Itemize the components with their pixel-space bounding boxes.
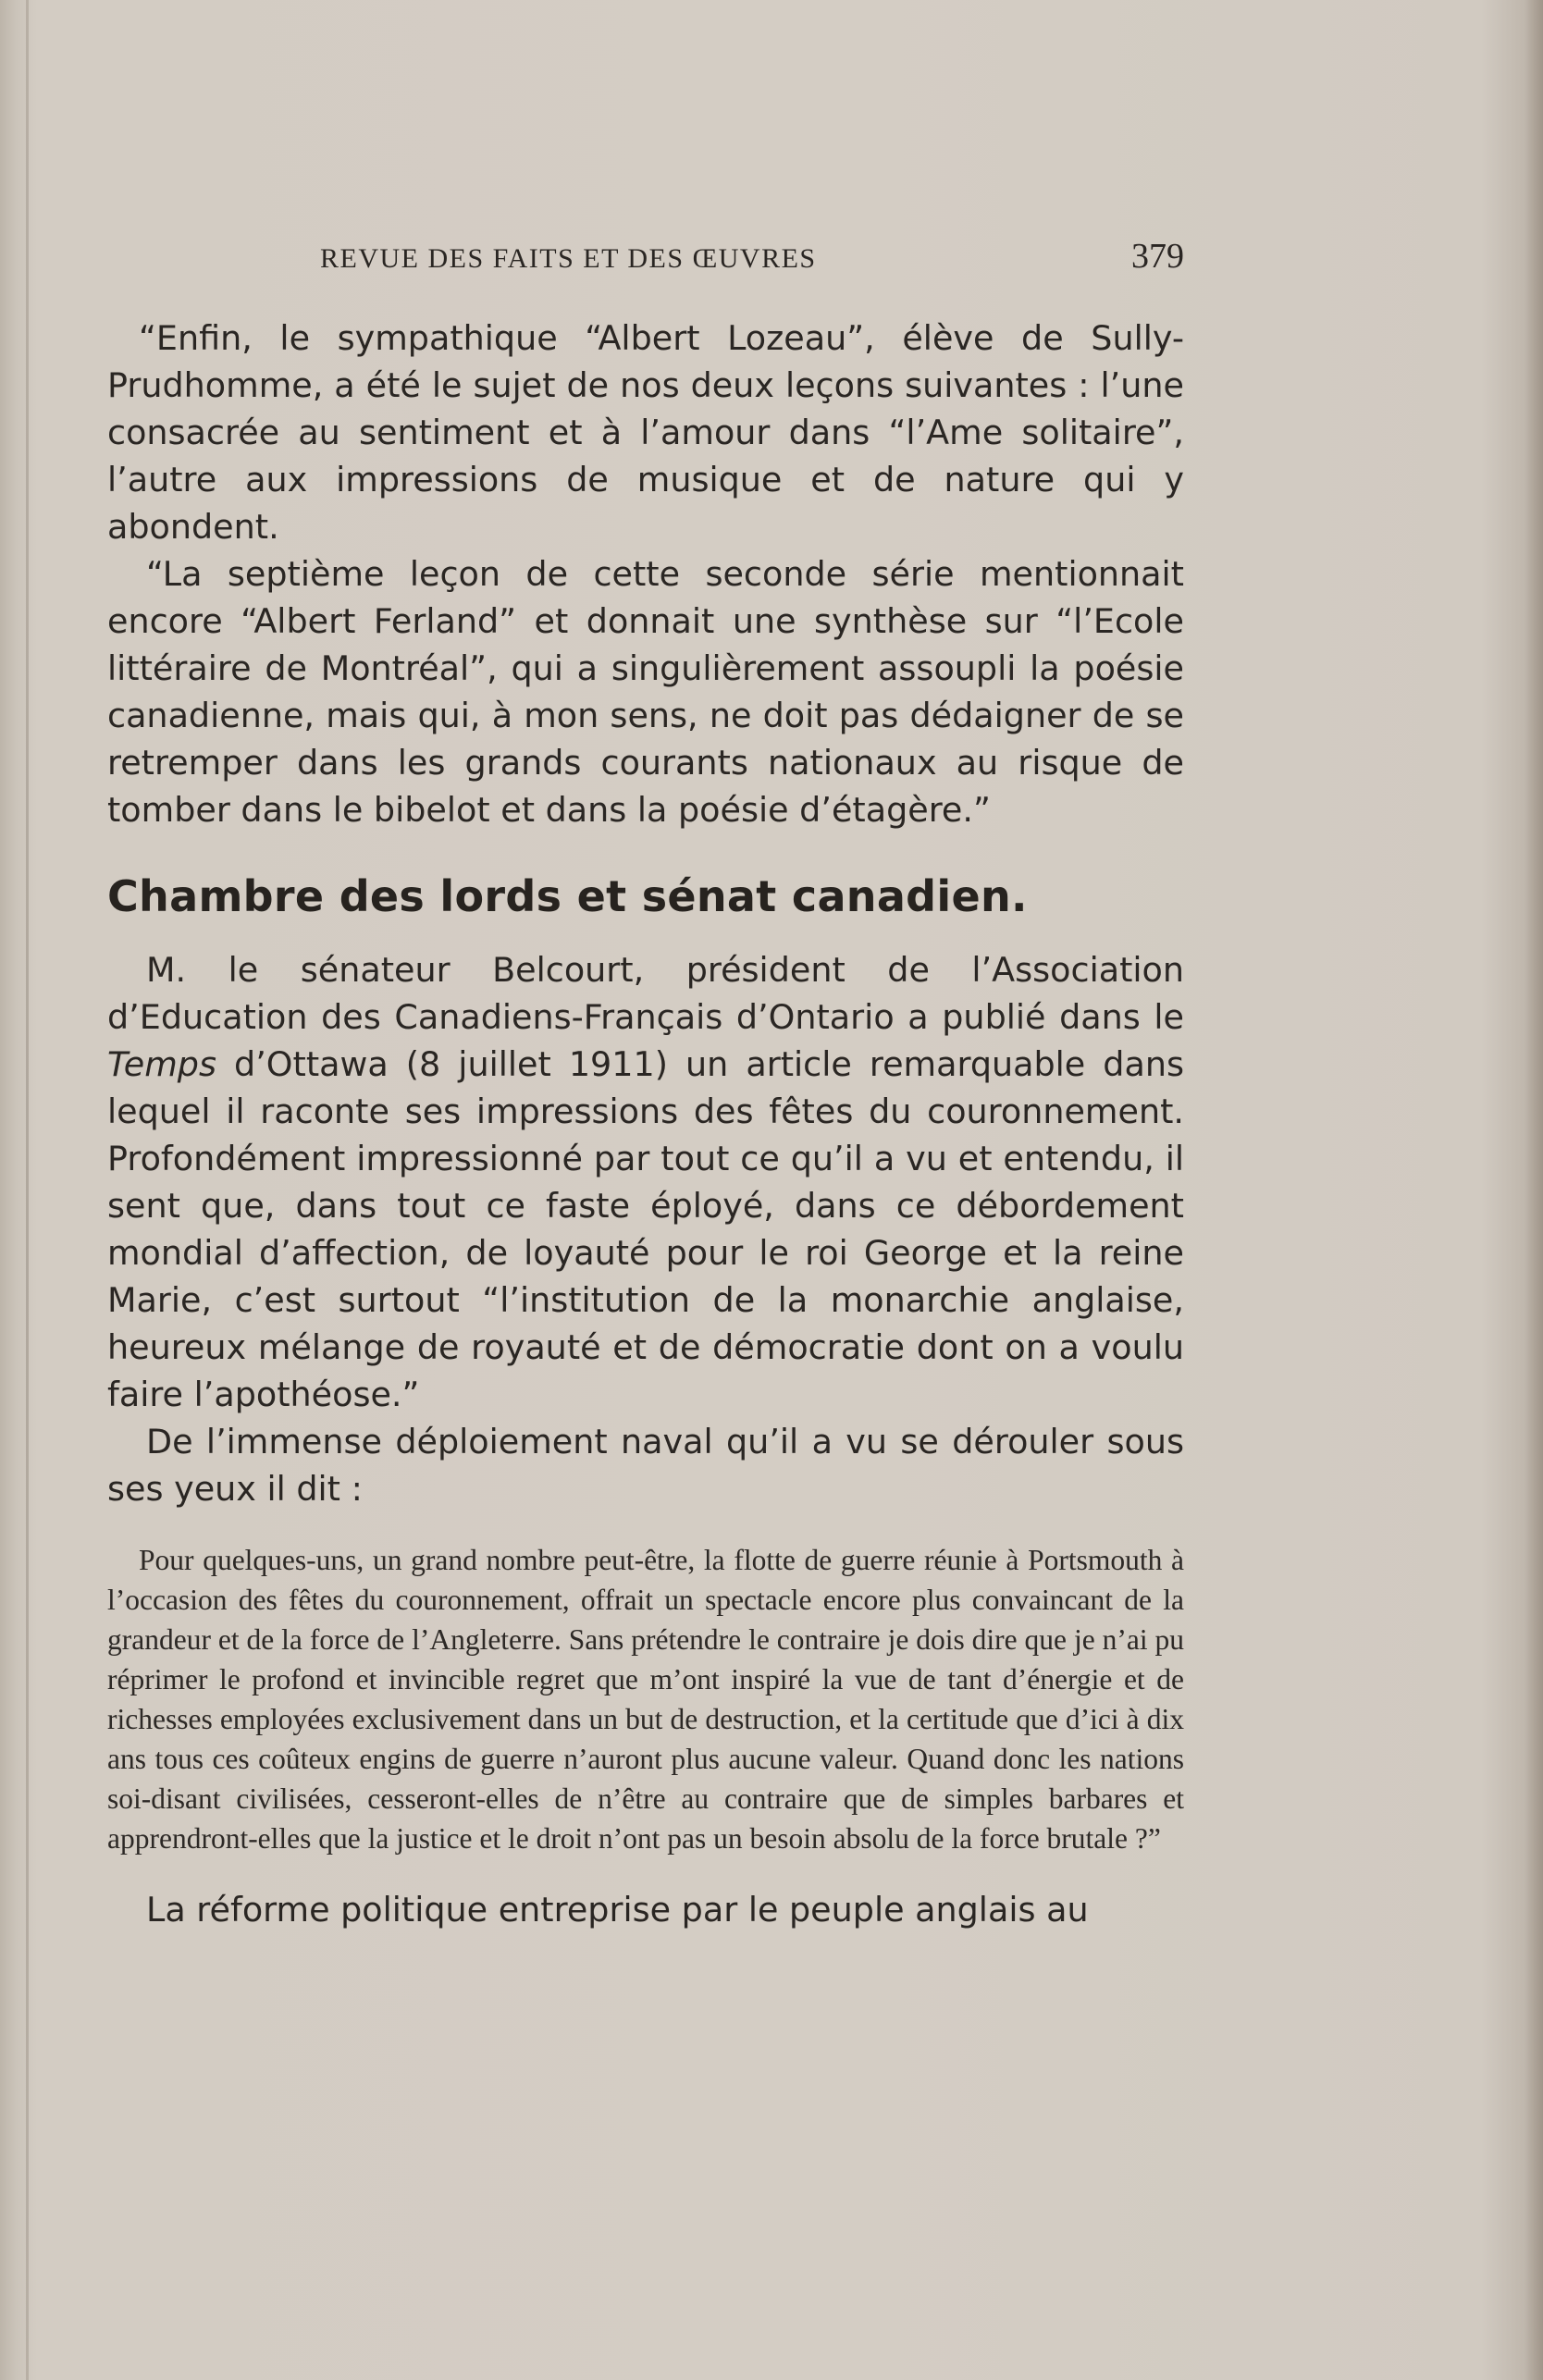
newspaper-title: Temps <box>107 1044 216 1084</box>
page-edge-shadow <box>1524 0 1543 2380</box>
page-number: 379 <box>1131 237 1184 276</box>
running-head: REVUE DES FAITS ET DES ŒUVRES <box>320 243 817 274</box>
paragraph-reforme: La réforme politique entreprise par le peuple anglais au <box>146 1890 1089 1930</box>
paragraph-belcourt-text-start: M. le sénateur Belcourt, président de l’Association d’Education des Canadiens-Français d’Ontario a publié dans le <box>107 950 1184 1037</box>
paragraph-belcourt-text-end: d’Ottawa (8 juillet 1911) un article remarquable dans lequel il raconte ses impressions des fêtes du couronnement. Profondément impressionné par tout ce qu’il a vu et entendu, il sent que, dans tout ce faste éployé, dans ce débordement mondial d’affection, de loyauté pour le roi George et la reine Marie, c’est surtout “l’institution de la monarchie anglaise, heureux mélange de royauté et de démocratie dont on a voulu faire l’apothéose.” <box>107 1044 1184 1414</box>
page-gutter <box>26 0 29 2380</box>
paragraph-belcourt <box>107 946 1184 1418</box>
paragraph-naval: De l’immense déploiement naval qu’il a vu se dérouler sous ses yeux il dit : <box>107 1422 1184 1509</box>
page-body <box>107 314 1184 1933</box>
block-quote: Pour quelques-uns, un grand nombre peut-être, la flotte de guerre réunie à Portsmouth à l’occasion des fêtes du couronnement, offrait un spectacle encore plus convaincant de la grandeur et de la force de l’Angleterre. Sans prétendre le contraire je dois dire que je n’ai pu réprimer le profond et invincible regret que m’ont inspiré la vue de tant d’énergie et de richesses employées exclusivement dans un but de destruction, et la certitude que d’ici à dix ans tous ces coûteux engins de guerre n’auront plus aucune valeur. Quand donc les nations soi-disant civilisées, cesseront-elles de n’être au contraire que de simples barbares et apprendront-elles que la justice et le droit n’ont pas un besoin absolu de la force brutale ?” <box>107 1544 1184 1855</box>
page-header <box>107 236 1184 282</box>
paragraph-lozeau: “Enfin, le sympathique “Albert Lozeau”, élève de Sully-Prudhomme, a été le sujet de nos deux leçons suivantes : l’une consacrée au sentiment et à l’amour dans “l’Ame solitaire”, l’autre aux impressions de musique et de nature qui y abondent. <box>107 318 1184 547</box>
paragraph-ferland: “La septième leçon de cette seconde série mentionnait encore “Albert Ferland” et donnait une synthèse sur “l’Ecole littéraire de Montréal”, qui a singulièrement assoupli la poésie canadienne, mais qui, à mon sens, ne doit pas dédaigner de se retremper dans les grands courants nationaux au risque de tomber dans le bibelot et dans la poésie d’étagère.” <box>107 554 1184 830</box>
section-heading: Chambre des lords et sénat canadien. <box>107 871 1028 921</box>
